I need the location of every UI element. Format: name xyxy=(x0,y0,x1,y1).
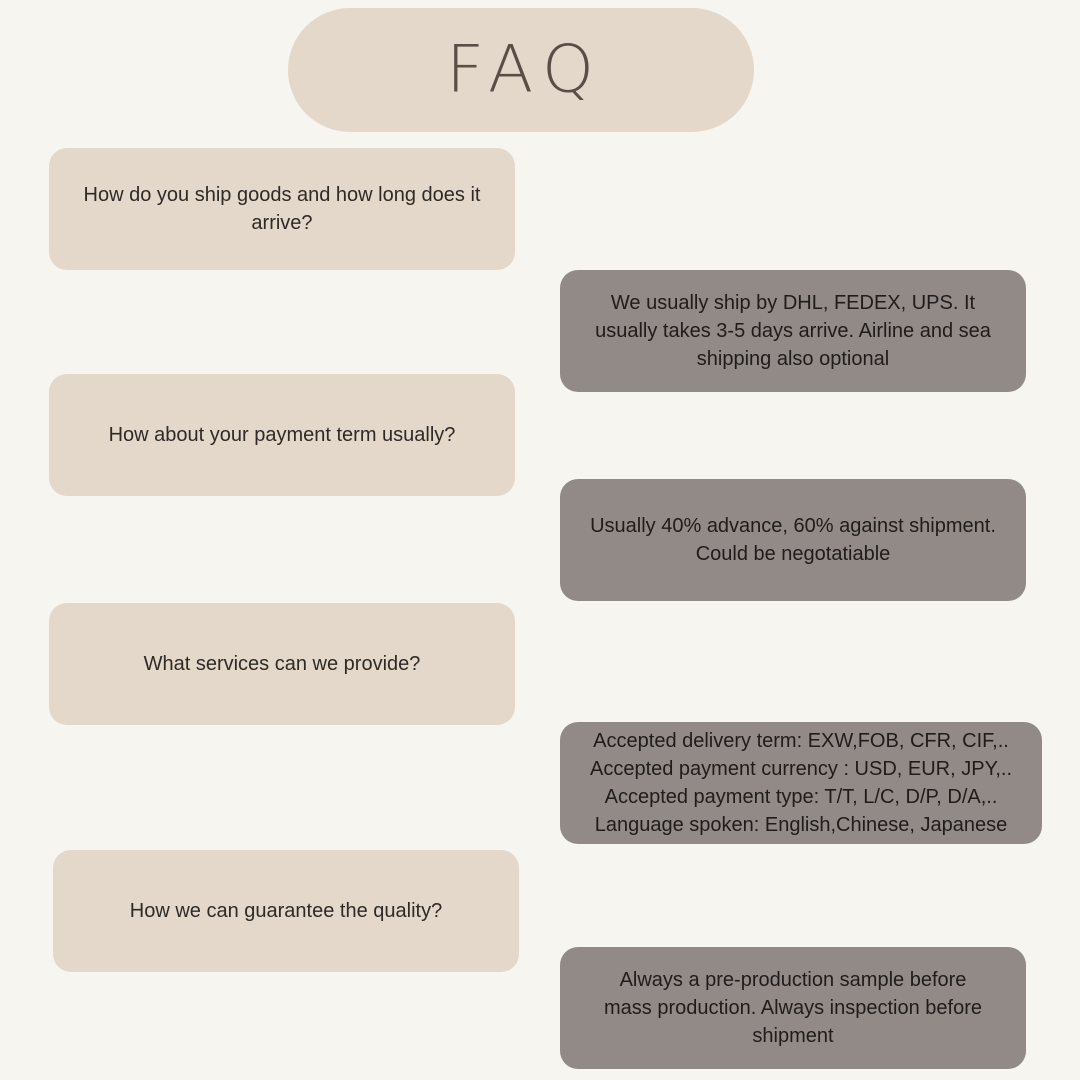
answer-line: Accepted payment type: T/T, L/C, D/P, D/A,.. xyxy=(604,786,998,808)
answer-line: shipping also optional xyxy=(696,348,890,370)
faq-answer-payment xyxy=(560,479,1026,601)
answer-line: Accepted payment currency : USD, EUR, JPY,.. xyxy=(589,758,1013,780)
faq-question-payment xyxy=(49,374,515,496)
answer-line: usually takes 3-5 days arrive. Airline and sea xyxy=(595,320,991,342)
answer-line: Could be negotatiable xyxy=(695,543,891,565)
page-title: FAQ xyxy=(446,31,604,108)
answer-line: Usually 40% advance, 60% against shipment. xyxy=(590,515,996,537)
answer-line: Always a pre-production sample before xyxy=(619,969,967,991)
answer-line: Language spoken: English,Chinese, Japanese xyxy=(594,814,1008,836)
faq-answer-quality xyxy=(560,947,1026,1069)
faq-question-quality xyxy=(53,850,519,972)
faq-answer-services xyxy=(560,722,1042,844)
faq-answer-shipping xyxy=(560,270,1026,392)
question-text: How do you ship goods and how long does it arrive? xyxy=(83,184,481,234)
question-text: How we can guarantee the quality? xyxy=(129,900,443,922)
faq-question-shipping xyxy=(49,148,515,270)
faq-title-pill xyxy=(288,8,754,132)
question-text: How about your payment term usually? xyxy=(108,424,456,446)
answer-line: mass production. Always inspection before xyxy=(604,997,982,1019)
faq-question-services xyxy=(49,603,515,725)
answer-line: Accepted delivery term: EXW,FOB, CFR, CIF,.. xyxy=(593,730,1009,752)
answer-line: shipment xyxy=(752,1025,834,1047)
question-text: What services can we provide? xyxy=(143,653,421,675)
answer-line: We usually ship by DHL, FEDEX, UPS. It xyxy=(610,292,976,314)
